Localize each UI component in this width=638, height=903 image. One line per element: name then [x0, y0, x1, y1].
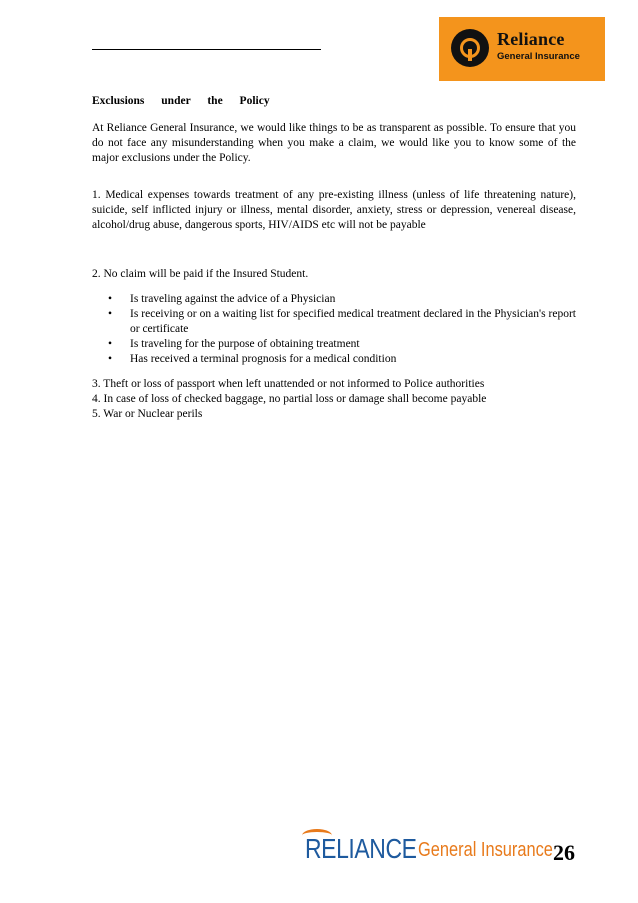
logo-subtitle: General Insurance [497, 51, 580, 62]
page-number: 26 [553, 840, 575, 865]
exclusion-item-1: 1. Medical expenses towards treatment of any pre-existing illness (unless of life threatening nature), suicide, self inflicted injury or illness, mental disorder, anxiety, stress or depression, venereal disease, alcohol/drug abuse, dangerous sports, HIV/AIDS etc will not be payable [92, 189, 576, 231]
logo-inner [445, 23, 599, 75]
bullet-text: Is traveling for the purpose of obtaining treatment [130, 338, 360, 350]
list-item [108, 292, 576, 307]
exclusion-item-2: 2. No claim will be paid if the Insured Student. [92, 268, 309, 280]
bullet-text: Is receiving or on a waiting list for specified medical treatment declared in the Physician's report or certificate [130, 308, 576, 335]
bullet-icon: • [108, 353, 113, 365]
bullet-icon: • [108, 293, 113, 305]
logo-stem [468, 49, 472, 61]
bullet-icon: • [108, 308, 113, 320]
bullet-text: Is traveling against the advice of a Physician [130, 293, 336, 305]
reliance-logo [439, 17, 605, 81]
page-content [92, 94, 576, 422]
header-rule [92, 49, 321, 50]
exclusion-item-5: 5. War or Nuclear perils [92, 408, 203, 420]
bullet-icon: • [108, 338, 113, 350]
bullet-text: Has received a terminal prognosis for a medical condition [130, 353, 397, 365]
logo-name: Reliance [497, 29, 565, 49]
intro-paragraph: At Reliance General Insurance, we would like things to be as transparent as possible. To ensure that you do not face any misunderstanding when you make a claim, we would like you to know some of the major exclusions under the Policy. [92, 122, 576, 164]
section-title: Exclusions under the Policy [92, 95, 270, 107]
list-item [108, 337, 576, 352]
list-item [108, 352, 576, 367]
exclusion-item-4: 4. In case of loss of checked baggage, no partial loss or damage shall become payable [92, 393, 487, 405]
list-item [108, 307, 576, 337]
footer-brand-main: RELIANCE [305, 833, 417, 864]
exclusion-item-3: 3. Theft or loss of passport when left unattended or not informed to Police authorities [92, 378, 485, 390]
exclusion-bullet-list [92, 292, 576, 367]
logo-emblem-icon [451, 29, 489, 67]
footer-brand-sub: General Insurance [418, 839, 553, 861]
